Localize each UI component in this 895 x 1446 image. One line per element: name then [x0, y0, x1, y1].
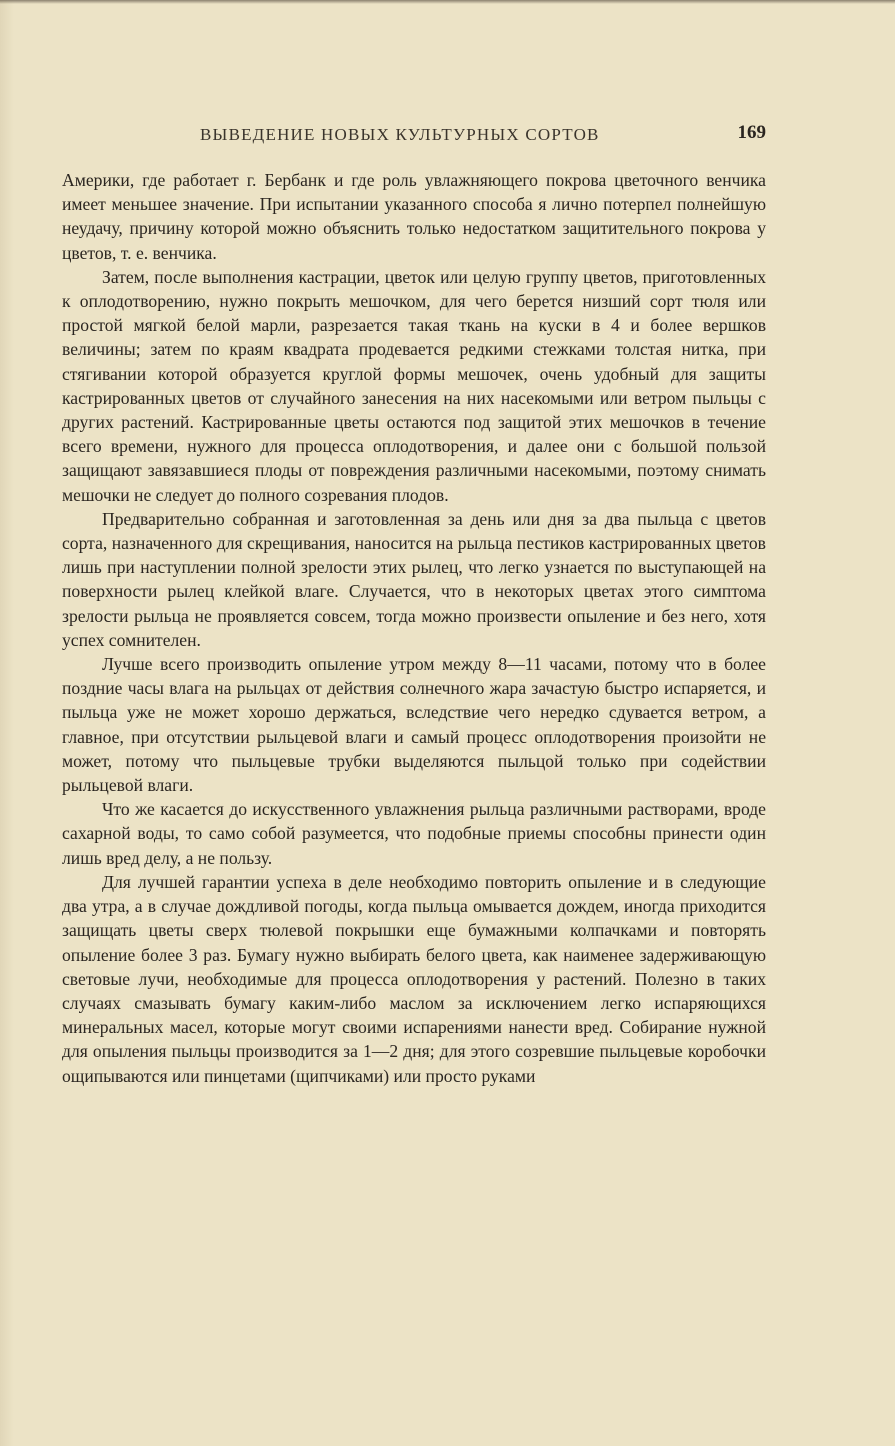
paragraph: Америки, где работает г. Бербанк и где роль увлажняющего покрова цветочного венчика имеет меньшее значение. При испытании указанного способа я лично потерпел полнейшую неудачу, причину которой можно объяснить только недостатком защитительного покрова у цветов, т. е. венчика.	[62, 170, 766, 263]
running-head	[62, 122, 768, 148]
running-title: ВЫВЕДЕНИЕ НОВЫХ КУЛЬТУРНЫХ СОРТОВ	[200, 125, 600, 144]
paragraph: Предварительно собранная и заготовленная за день или дня за два пыльца с цветов сорта, назначенного для скрещивания, наносится на рыльца пестиков кастрированных цветов лишь при наступлении полной зрелости этих рылец, что легко узнается по выступающей на поверхности рылец клейкой влаге. Случается, что в некоторых цветах этого симптома зрелости рыльца не проявляется совсем, тогда можно произвести опыление и без него, хотя успех сомнителен.	[62, 508, 766, 650]
paragraph: Что же касается до искусственного увлажнения рыльца различными растворами, вроде сахарной воды, то само собой разумеется, что подобные приемы способны принести один лишь вред делу, а не пользу.	[62, 799, 766, 868]
body-text	[62, 168, 766, 1088]
paragraph: Для лучшей гарантии успеха в деле необходимо повторить опыление и в следующие два утра, а в случае дождливой погоды, когда пыльца омывается дождем, иногда приходится защищать цветы сверх тюлевой покрышки еще бумажными колпачками и повторять опыление более 3 раз. Бумагу нужно выбирать белого цвета, как наименее задерживающую световые лучи, необходимые для процесса оплодотворения у растений. Полезно в таких случаях смазывать бумагу каким-либо маслом за исключением легко испаряющихся минеральных масел, которые могут своими испарениями нанести вред. Собирание нужной для опыления пыльцы производится за 1—2 дня; для этого созревшие пыльцевые коробочки ощипываются или пинцетами (щипчиками) или просто руками	[62, 871, 766, 1086]
page-number: 169	[737, 122, 766, 143]
paragraph: Затем, после выполнения кастрации, цветок или целую группу цветов, приготовленных к оплодотворению, нужно покрыть мешочком, для чего берется низший сорт тюля или простой мягкой белой марли, разрезается такая ткань на куски в 4 и более вершков величины; затем по краям квадрата продевается редкими стежками толстая нитка, при стягивании которой образуется круглой формы мешочек, очень удобный для защиты кастрированных цветов от случайного занесения на них насекомыми или ветром пыльцы с других растений. Кастрированные цветы остаются под защитой этих мешочков в течение всего времени, нужного для процесса оплодотворения, и далее они с большой пользой защищают завязавшиеся плоды от повреждения различными насекомыми, поэтому снимать мешочки не следует до полного созревания плодов.	[62, 266, 766, 505]
paragraph: Лучше всего производить опыление утром между 8—11 часами, потому что в более поздние часы влага на рыльцах от действия солнечного жара зачастую быстро испаряется, и пыльца уже не может хорошо держаться, вследствие чего нередко сдувается ветром, а главное, при отсутствии рыльцевой влаги и самый процесс оплодотворения произойти не может, потому что пыльцевые трубки выделяются пыльцой только при содействии рыльцевой влаги.	[62, 654, 766, 796]
